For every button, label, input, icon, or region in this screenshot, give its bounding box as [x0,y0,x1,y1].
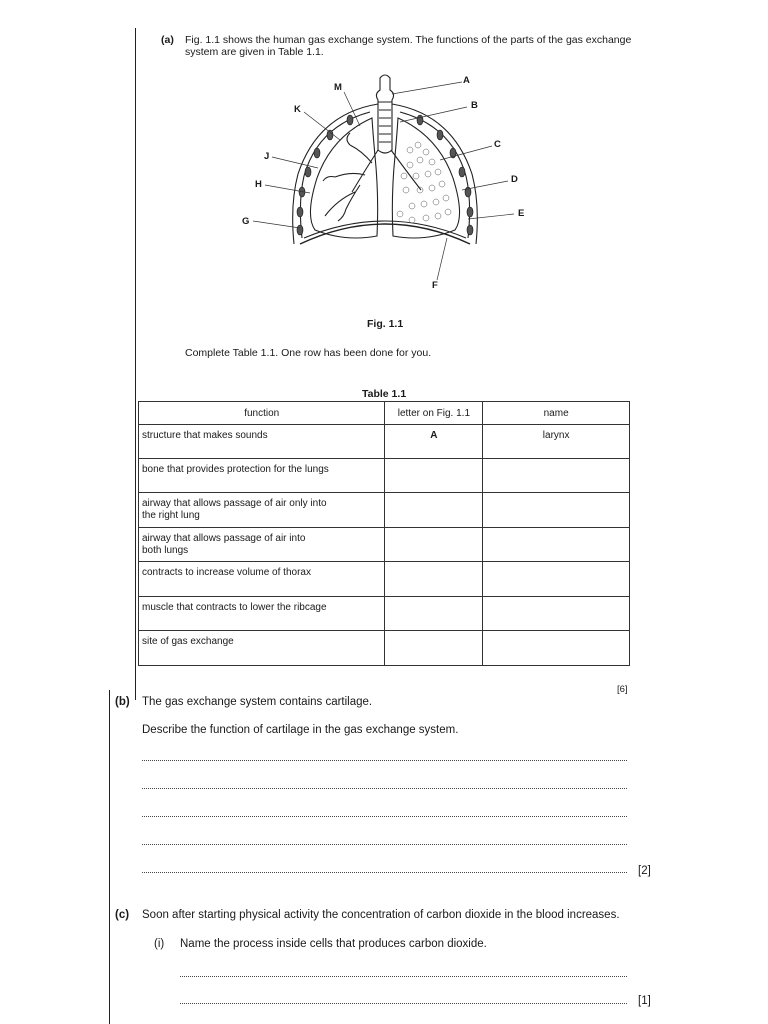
part-b-label: (b) [115,696,130,708]
label-c: C [494,139,501,150]
name-answer [483,493,629,498]
name-cell[interactable] [483,425,630,459]
table-instruction: Complete Table 1.1. One row has been done for you. [185,347,432,359]
part-a-intro-line1: Fig. 1.1 shows the human gas exchange system. The functions of the parts of the gas exchange [185,34,632,46]
table-row [139,425,630,459]
part-b-marks: [2] [638,865,651,877]
name-cell[interactable] [483,528,630,562]
name-answer [483,562,629,567]
header-letter: letter on Fig. 1.1 [385,402,483,425]
name-cell[interactable] [483,562,630,597]
answer-line-c2[interactable] [180,1003,627,1004]
function-cell [139,493,385,528]
function-cell [139,459,385,493]
label-a: A [463,75,470,86]
part-a-intro-line2: system are given in Table 1.1. [185,46,324,58]
name-answer: larynx [542,430,570,441]
table-row [139,493,630,528]
letter-cell[interactable] [385,493,483,528]
letter-answer: A [430,430,438,441]
label-e: E [518,208,525,219]
function-cell [139,597,385,631]
answer-line-b2[interactable] [142,788,627,789]
part-b-question: Describe the function of cartilage in the gas exchange system. [142,724,459,736]
name-answer [483,631,629,636]
answer-line-b4[interactable] [142,844,627,845]
letter-answer [385,562,482,567]
table-header-row [139,402,630,425]
table-row [139,528,630,562]
name-cell[interactable] [483,493,630,528]
letter-cell[interactable] [385,425,483,459]
header-function: function [139,402,385,425]
label-g: G [242,216,250,227]
letter-answer [385,493,482,498]
letter-answer [385,631,482,636]
label-m: M [334,82,342,93]
table-1-1 [138,401,630,666]
function-cell [139,425,385,459]
part-a-label: (a) [161,34,174,46]
letter-cell[interactable] [385,631,483,666]
answer-line-c1[interactable] [180,976,627,977]
function-text: bone that provides protection for the lungs [142,464,329,475]
label-f: F [432,280,438,291]
name-cell[interactable] [483,597,630,631]
label-j: J [264,151,270,162]
function-cell [139,631,385,666]
part-c-label: (c) [115,909,130,921]
name-answer [483,459,629,464]
name-cell[interactable] [483,631,630,666]
label-k: K [294,104,301,115]
letter-answer [385,597,482,602]
function-text: airway that allows passage of air only into [142,498,327,509]
part-b-statement: The gas exchange system contains cartilage. [142,696,373,708]
label-d: D [511,174,518,185]
function-cell [139,562,385,597]
margin-rule-upper [135,28,136,700]
answer-line-b1[interactable] [142,760,627,761]
part-a-marks: [6] [617,684,628,695]
name-answer [483,528,629,533]
table-row [139,459,630,493]
label-h: H [255,179,262,190]
function-text: muscle that contracts to lower the ribcage [142,602,327,613]
name-answer [483,597,629,602]
gas-exchange-diagram [230,70,540,295]
header-name: name [483,402,630,425]
function-text: contracts to increase volume of thorax [142,567,311,578]
function-text-2: the right lung [142,510,200,521]
answer-line-b3[interactable] [142,816,627,817]
function-cell [139,528,385,562]
part-c-i-label: (i) [154,938,165,950]
letter-cell[interactable] [385,562,483,597]
table-row [139,631,630,666]
part-c-i-question: Name the process inside cells that produces carbon dioxide. [180,938,487,950]
function-text-2: both lungs [142,545,189,556]
label-b: B [471,100,478,111]
figure-caption: Fig. 1.1 [367,318,404,330]
name-cell[interactable] [483,459,630,493]
table-row [139,562,630,597]
margin-rule-lower [109,690,110,1024]
answer-line-b5[interactable] [142,872,627,873]
letter-cell[interactable] [385,597,483,631]
table-row [139,597,630,631]
part-c-marks: [1] [638,995,651,1007]
function-text: structure that makes sounds [142,430,268,441]
letter-answer [385,528,482,533]
letter-cell[interactable] [385,528,483,562]
table-caption: Table 1.1 [362,388,407,400]
function-text: airway that allows passage of air into [142,533,306,544]
letter-cell[interactable] [385,459,483,493]
function-text: site of gas exchange [142,636,234,647]
letter-answer [385,459,482,464]
part-c-statement: Soon after starting physical activity the concentration of carbon dioxide in the blood increases. [142,909,620,921]
